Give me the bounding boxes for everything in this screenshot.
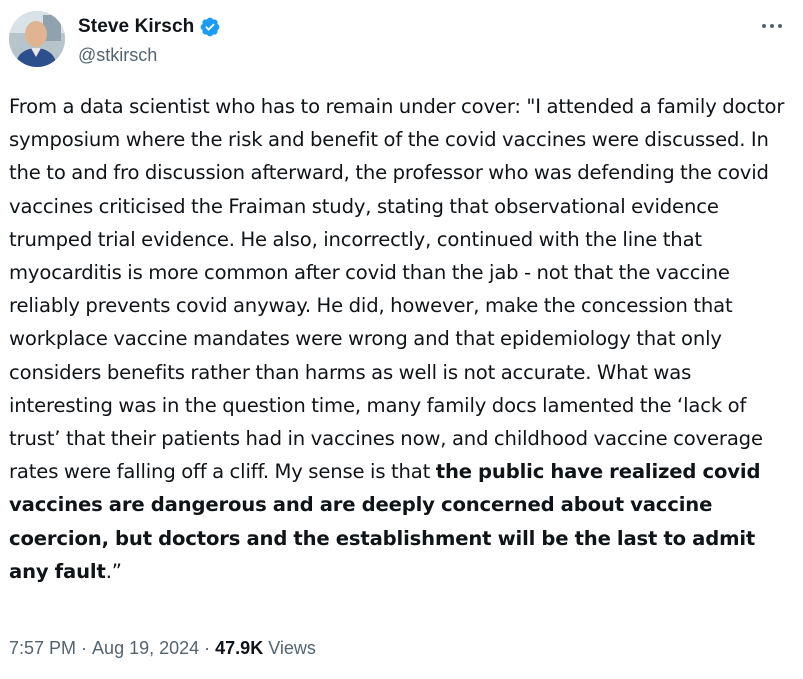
author-handle[interactable]: @stkirsch <box>78 45 158 65</box>
tweet-text-part-bold: the public have realized covid vaccines are dangerous and are deeply concerned about vaccine coercion, but doctors and the establishment will be the last to admit any fault <box>9 460 761 583</box>
views-label: Views <box>268 638 316 658</box>
tweet-date[interactable]: Aug 19, 2024 <box>92 638 200 658</box>
author-info <box>78 14 221 66</box>
meta-separator: · <box>81 638 88 658</box>
verified-badge-icon[interactable] <box>199 16 221 38</box>
avatar-image <box>9 11 65 67</box>
tweet-header <box>9 11 791 69</box>
name-row <box>78 14 221 40</box>
tweet-time[interactable]: 7:57 PM <box>9 638 77 658</box>
more-options-button[interactable] <box>759 15 785 37</box>
tweet-text-part-plain: From a data scientist who has to remain under cover: "I attended a family doctor symposium where the risk and benefit of the covid vaccines were discussed. In the to and fro discussion afterward, the professor who was defending the covid vaccines criticised the Fraiman study, stating that observational evidence trumped trial evidence. He also, incorrectly, continued with the line that myocarditis is more common after covid than the jab - not that the vaccine reliably prevents covid anyway. He did, however, make the concession that workplace vaccine mandates were wrong and that epidemiology that only considers benefits rather than harms as well is not accurate. What was interesting was in the question time, many family docs lamented the ‘lack of trust’ that their patients had in vaccines now, and childhood vaccine coverage rates were falling off a cliff. My sense is that <box>9 95 785 484</box>
meta-separator: · <box>204 638 211 658</box>
more-horizontal-icon <box>761 23 783 29</box>
tweet-meta <box>9 638 316 659</box>
author-display-name[interactable]: Steve Kirsch <box>78 16 195 37</box>
tweet-text-part-end: .” <box>105 559 122 583</box>
views-count: 47.9K <box>215 638 264 658</box>
tweet-text <box>9 90 795 588</box>
avatar[interactable] <box>9 11 65 67</box>
